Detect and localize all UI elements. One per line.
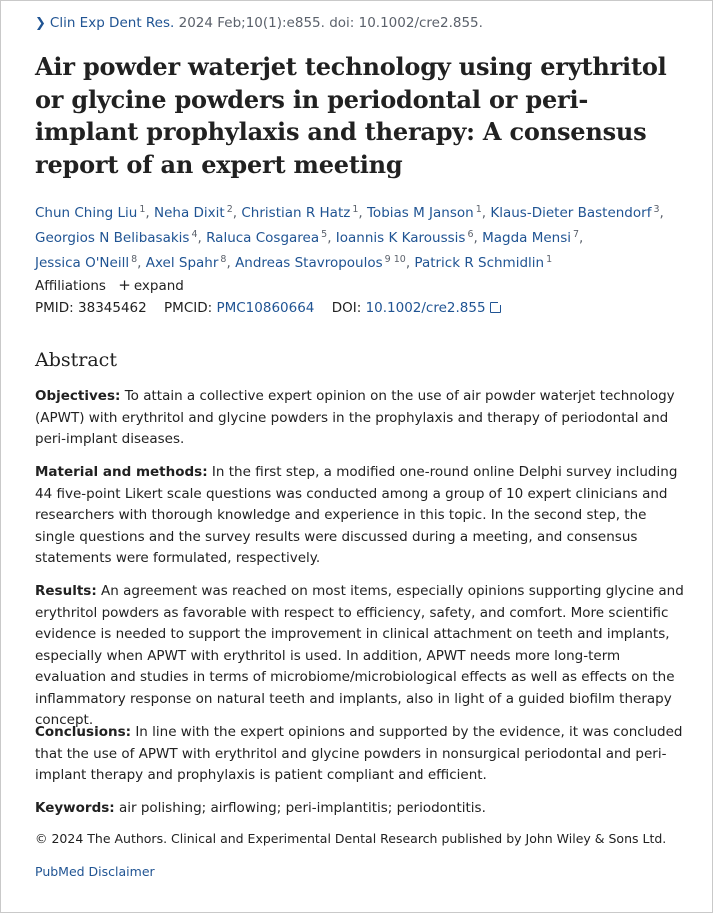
- objectives-label: Objectives:: [35, 388, 121, 404]
- conclusions-paragraph: [35, 722, 685, 787]
- affiliations-expand-button[interactable]: [118, 278, 184, 294]
- conclusions-text: In line with the expert opinions and supported by the evidence, it was concluded that the use of APWT with erythritol and glycine powders in nonsurgical periodontal and peri-implant therapy and prophylaxis is patient compliant and efficient.: [35, 724, 683, 783]
- author-item: [336, 230, 474, 246]
- author-name-link[interactable]: Jessica O'Neill: [35, 255, 130, 271]
- author-affiliation-ref[interactable]: 1: [352, 204, 359, 215]
- citation-line: [35, 15, 483, 31]
- affiliations-row: [35, 276, 184, 294]
- author-item: [206, 230, 327, 246]
- author-affiliation-ref[interactable]: 3: [653, 204, 660, 215]
- author-item: [35, 230, 198, 246]
- objectives-text: To attain a collective expert opinion on the use of air powder waterjet technology (APWT) with erythritol and glycine powders in the prophylaxis and therapy of periodontal and peri-implant diseases.: [35, 388, 675, 447]
- author-name-link[interactable]: Klaus-Dieter Bastendorf: [490, 205, 652, 221]
- methods-text: In the first step, a modified one-round online Delphi survey including 44 five-point Likert scale questions was conducted among a group of 10 expert clinicians and researchers with thorough knowledge and experience in this topic. In the second step, the single questions and the survey results were discussed during a meeting, and consensus statements were formulated, respectively.: [35, 464, 678, 566]
- author-name-link[interactable]: Andreas Stavropoulos: [235, 255, 383, 271]
- author-name-link[interactable]: Georgios N Belibasakis: [35, 230, 190, 246]
- objectives-paragraph: [35, 386, 685, 451]
- author-item: [35, 255, 137, 271]
- methods-label: Material and methods:: [35, 464, 208, 480]
- conclusions-label: Conclusions:: [35, 724, 132, 740]
- pmid-label: PMID:: [35, 300, 74, 316]
- author-affiliation-ref[interactable]: 4: [191, 229, 198, 240]
- identifiers-row: [35, 300, 501, 316]
- pmcid-link[interactable]: PMC10860664: [216, 300, 315, 316]
- author-affiliation-ref[interactable]: 7: [573, 229, 580, 240]
- keywords-label: Keywords:: [35, 800, 115, 816]
- pubmed-disclaimer-link[interactable]: PubMed Disclaimer: [35, 864, 155, 879]
- author-name-link[interactable]: Magda Mensi: [482, 230, 571, 246]
- results-label: Results:: [35, 583, 97, 599]
- author-name-link[interactable]: Raluca Cosgarea: [206, 230, 320, 246]
- methods-paragraph: [35, 462, 685, 570]
- author-affiliation-ref[interactable]: 1: [475, 204, 482, 215]
- chevron-right-icon[interactable]: ❯: [35, 16, 46, 31]
- expand-label: expand: [133, 278, 184, 294]
- doi-link[interactable]: 10.1002/cre2.855: [365, 300, 486, 316]
- keywords-paragraph: [35, 798, 685, 820]
- citation-details: 2024 Feb;10(1):e855. doi: 10.1002/cre2.855.: [174, 15, 483, 31]
- author-name-link[interactable]: Neha Dixit: [154, 205, 225, 221]
- author-affiliation-ref[interactable]: 1: [546, 254, 553, 265]
- doi-label: DOI:: [331, 300, 362, 316]
- journal-link[interactable]: Clin Exp Dent Res.: [49, 15, 175, 31]
- author-item: [490, 205, 659, 221]
- affiliations-label: Affiliations: [35, 278, 106, 294]
- author-affiliation-ref[interactable]: 8: [131, 254, 138, 265]
- author-name-link[interactable]: Chun Ching Liu: [35, 205, 138, 221]
- author-name-link[interactable]: Axel Spahr: [145, 255, 219, 271]
- author-item: [146, 255, 227, 271]
- author-item: [35, 205, 145, 221]
- author-affiliation-ref[interactable]: 5: [321, 229, 328, 240]
- results-text: An agreement was reached on most items, especially opinions supporting glycine and erythritol powders as favorable with respect to efficiency, safety, and comfort. More scientific evidence is needed to support the improvement in clinical attachment on teeth and implants, especially when APWT with erythritol is used. In addition, APWT needs more long-term evaluation and studies in terms of microbiome/microbiological effects as well as effects on the inflammatory response on natural teeth and implants, also in light of a guided biofilm therapy concept.: [35, 583, 684, 728]
- author-affiliation-ref[interactable]: 8: [220, 254, 227, 265]
- author-item: [414, 255, 552, 271]
- author-affiliation-ref[interactable]: 1: [139, 204, 146, 215]
- plus-icon: +: [118, 276, 131, 294]
- author-name-link[interactable]: Tobias M Janson: [366, 205, 474, 221]
- author-item: [235, 255, 406, 271]
- pmid-value: 38345462: [78, 300, 147, 316]
- copyright-notice: © 2024 The Authors. Clinical and Experimental Dental Research published by John Wiley & Sons Ltd.: [35, 831, 667, 846]
- author-name-link[interactable]: Ioannis K Karoussis: [335, 230, 466, 246]
- author-item: [154, 205, 233, 221]
- author-item: [241, 205, 358, 221]
- author-affiliation-ref[interactable]: 9 10: [384, 254, 406, 265]
- author-list: Chun Ching Liu $^1$, Neha Dixit $^2$, Christian R Hatz $^1$, Tobias M Janson $^1$, Klaus-Dieter Bastendorf $^3$, Georgios N Belibasakis $^4$, Raluca Cosgarea $^5$, Ioannis K Karoussis $^6$, Magda Mensi $^7$, Jessica O'Neill $^8$, Axel Spahr $^8$, Andreas Stavropoulos $^{9 10}$, Patrick R Schmidlin $^1$: [35, 204, 664, 271]
- keywords-text: air polishing; airflowing; peri-implantitis; periodontitis.: [118, 800, 486, 816]
- abstract-heading: Abstract: [35, 349, 117, 371]
- author-affiliation-ref[interactable]: 6: [467, 229, 474, 240]
- external-link-icon[interactable]: [490, 302, 501, 313]
- author-affiliation-ref[interactable]: 2: [226, 204, 233, 215]
- author-name-link[interactable]: Christian R Hatz: [241, 205, 351, 221]
- pmcid-label: PMCID:: [164, 300, 213, 316]
- author-name-link[interactable]: Patrick R Schmidlin: [414, 255, 545, 271]
- results-paragraph: [35, 581, 685, 732]
- author-item: [367, 205, 482, 221]
- article-title: Air powder waterjet technology using erythritol or glycine powders in periodontal or peri-implant prophylaxis and therapy: A consensus report of an expert meeting: [35, 52, 667, 179]
- author-item: [482, 230, 579, 246]
